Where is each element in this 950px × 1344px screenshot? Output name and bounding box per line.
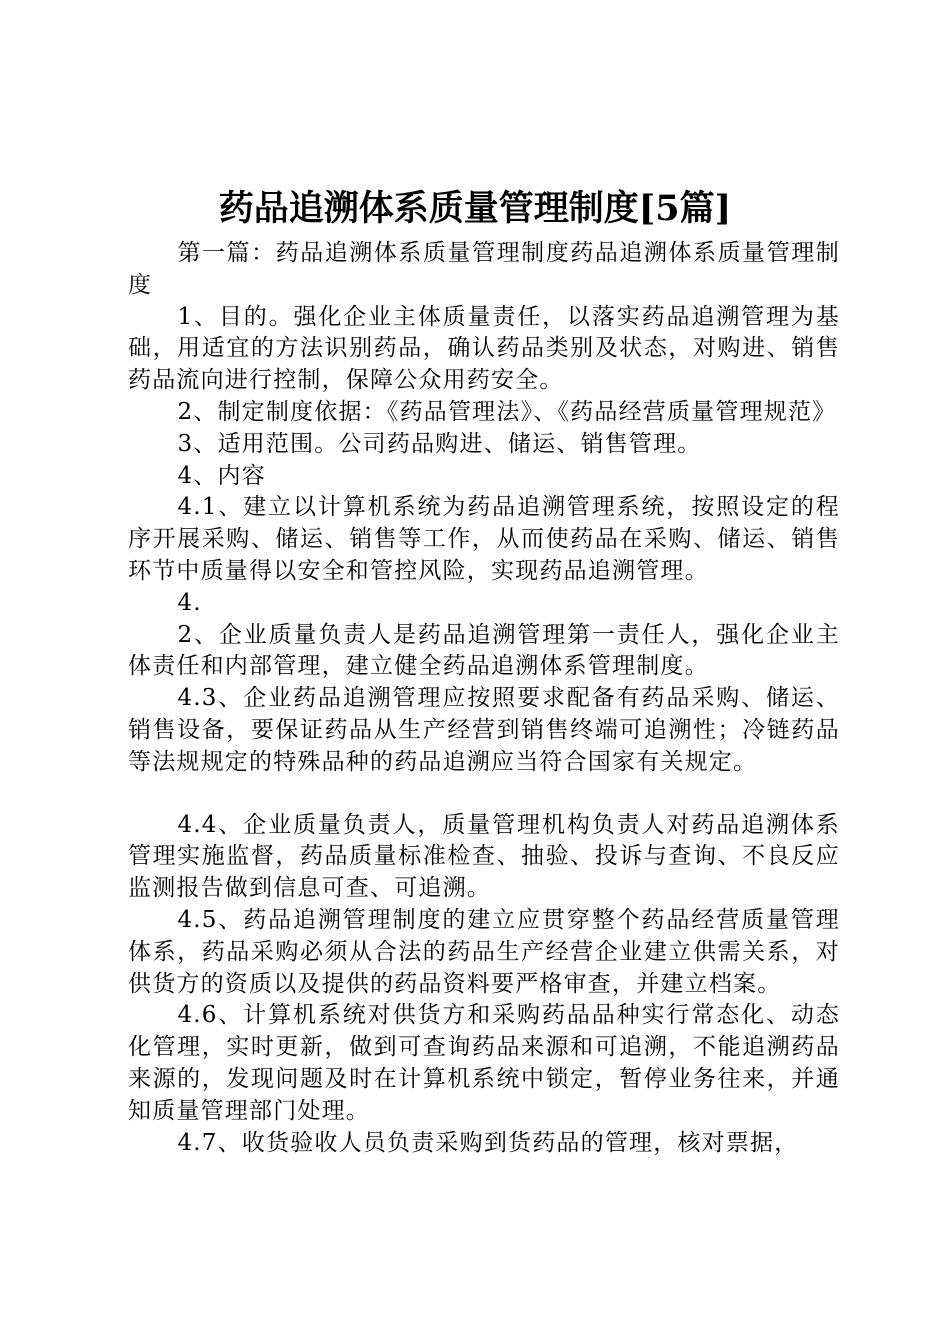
paragraph-scope: 3、适用范围。公司药品购进、储运、销售管理。 <box>177 430 702 457</box>
paragraph-4-fragment: 4. <box>177 589 202 616</box>
paragraph-4-2: 2、企业质量负责人是药品追溯管理第一责任人，强化企业主体责任和内部管理，建立健全药品追溯体系管理制度。 <box>128 621 840 680</box>
paragraph-4-4: 4.4、企业质量负责人，质量管理机构负责人对药品追溯体系管理实施监督，药品质量标准检查、抽验、投诉与查询、不良反应监测报告做到信息可查、可追溯。 <box>128 811 840 902</box>
paragraph-4-6: 4.6、计算机系统对供货方和采购药品品种实行常态化、动态化管理，实时更新，做到可查询药品来源和可追溯，不能追溯药品来源的，发现问题及时在计算机系统中锁定，暂停业务往来，并通知质量管理部门处理。 <box>128 1002 840 1124</box>
document-title: 药品追溯体系质量管理制度[5篇] <box>218 188 732 229</box>
paragraph-basis: 2、制定制度依据：《药品管理法》、《药品经营质量管理规范》 <box>177 398 837 425</box>
paragraph-4-5: 4.5、药品追溯管理制度的建立应贯穿整个药品经营质量管理体系，药品采购必须从合法的药品生产经营企业建立供需关系，对供货方的资质以及提供的药品资料要严格审查，并建立档案。 <box>128 906 840 997</box>
paragraph-4-1: 4.1、建立以计算机系统为药品追溯管理系统，按照设定的程序开展采购、储运、销售等工作，从而使药品在采购、储运、销售环节中质量得以安全和管控风险，实现药品追溯管理。 <box>128 494 840 584</box>
paragraph-chapter-heading: 第一篇：药品追溯体系质量管理制度药品追溯体系质量管理制度 <box>128 240 840 298</box>
paragraph-4-3: 4.3、企业药品追溯管理应按照要求配备有药品采购、储运、销售设备，要保证药品从生产经营到销售终端可追溯性；冷链药品等法规规定的特殊品种的药品追溯应当符合国家有关规定。 <box>128 685 840 775</box>
paragraph-content-heading: 4、内容 <box>177 462 266 489</box>
document-body <box>128 238 840 1159</box>
paragraph-purpose: 1、目的。强化企业主体质量责任，以落实药品追溯管理为基础，用适宜的方法识别药品，确认药品类别及状态，对购进、销售药品流向进行控制，保障公众用药安全。 <box>128 303 840 394</box>
paragraph-4-7: 4.7、收货验收人员负责采购到货药品的管理，核对票据， <box>177 1129 799 1156</box>
